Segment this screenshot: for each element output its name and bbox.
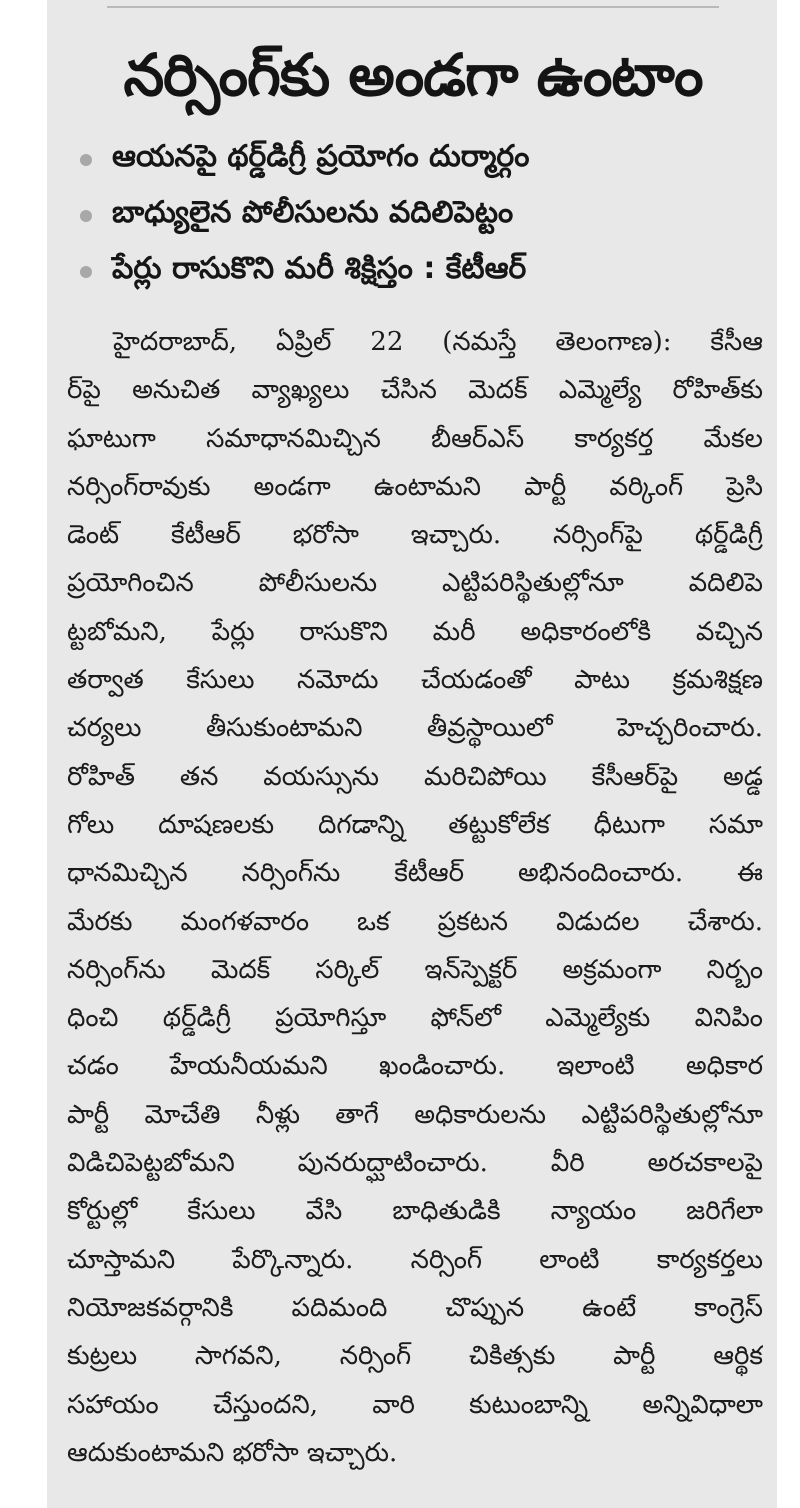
newspaper-clipping (47, 0, 777, 1508)
body-line: తర్వాత కేసులు నమోదు చేయడంతో పాటు క్రమశిక్షణ (67, 665, 763, 696)
body-line: హైదరాబాద్, ఏప్రిల్ 22 (నమస్తే తెలంగాణ): కేసీఆ (113, 327, 763, 357)
body-line: ధించి థర్డ్‌డిగ్రీ ప్రయోగిస్తూ ఫోన్‌లో ఎమ్మెల్యేకు వినిపిం (67, 1003, 763, 1034)
body-line: ధానమిచ్చిన నర్సింగ్‌ను కేటీఆర్ అభినందించారు. ఈ (67, 858, 763, 889)
body-line: కుట్రలు సాగవని, నర్సింగ్ చికిత్సకు పార్టీ ఆర్థిక (67, 1341, 763, 1372)
body-line: ఆదుకుంటామని భరోసా ఇచ్చారు. (67, 1437, 398, 1468)
body-line: ఘాటుగా సమాధానమిచ్చిన బీఆర్‌ఎస్ కార్యకర్త మేకల (67, 423, 763, 454)
headline: నర్సింగ్‌కు అండగా ఉంటాం (123, 41, 703, 109)
body-line: ప్రయోగించిన పోలీసులను ఎట్టిపరిస్థితుల్లోనూ వదిలిపె (67, 568, 763, 599)
subheadline-list (80, 132, 760, 300)
body-line: ట్టబోమని, పేర్లు రాసుకొని మరీ అధికారంలోకి వచ్చిన (67, 616, 763, 647)
bullet-dot-icon (80, 266, 92, 278)
body-line: మేరకు మంగళవారం ఒక ప్రకటన విడుదల చేశారు. (67, 906, 763, 937)
body-line: చూస్తామని పేర్కొన్నారు. నర్సింగ్ లాంటి కార్యకర్తలు (67, 1244, 763, 1275)
bullet-dot-icon (80, 154, 92, 166)
bullet-dot-icon (80, 210, 92, 222)
body-line: చర్యలు తీసుకుంటామని తీవ్రస్థాయిలో హెచ్చరించారు. (67, 713, 763, 744)
body-line: డెంట్ కేటీఆర్ భరోసా ఇచ్చారు. నర్సింగ్‌పై థర్డ్‌డిగ్రీ (67, 520, 763, 551)
subheadline-text: ఆయనపై థర్డ్‌డిగ్రీ ప్రయోగం దుర్మార్గం (112, 139, 530, 174)
top-divider (107, 6, 719, 8)
body-line: కోర్టుల్లో కేసులు వేసి బాధితుడికి న్యాయం జరిగేలా (67, 1196, 763, 1227)
article-body (67, 318, 763, 1477)
body-line: నియోజకవర్గానికి పదిమంది చొప్పున ఉంటే కాంగ్రెస్ (67, 1292, 763, 1323)
body-line: పార్టీ మోచేతి నీళ్లు తాగే అధికారులను ఎట్టిపరిస్థితుల్లోనూ (67, 1099, 763, 1130)
subheadline-item (80, 188, 760, 244)
body-line: రోహిత్ తన వయస్సును మరిచిపోయి కేసీఆర్‌పై అడ్డ (67, 761, 763, 792)
body-line: నర్సింగ్‌రావుకు అండగా ఉంటామని పార్టీ వర్కింగ్ ప్రెసి (67, 471, 763, 502)
subheadline-text: పేర్లు రాసుకొని మరీ శిక్షిస్తం : కేటీఆర్ (112, 251, 527, 286)
body-line: సహాయం చేస్తుందని, వారి కుటుంబాన్ని అన్నివిధాలా (67, 1389, 763, 1420)
body-line: విడిచిపెట్టబోమని పునరుద్ఘాటించారు. వీరి అరచకాలపై (67, 1148, 763, 1179)
body-line: గోలు దూషణలకు దిగడాన్ని తట్టుకోలేక ధీటుగా సమా (67, 809, 763, 840)
body-line: చడం హేయనీయమని ఖండించారు. ఇలాంటి అధికార (67, 1051, 763, 1082)
body-line: ర్‌పై అనుచిత వ్యాఖ్యలు చేసిన మెదక్ ఎమ్మెల్యే రోహిత్‌కు (67, 375, 763, 406)
body-line: నర్సింగ్‌ను మెదక్ సర్కిల్ ఇన్‌స్పెక్టర్ అక్రమంగా నిర్బం (67, 954, 763, 985)
subheadline-text: బాధ్యులైన పోలీసులను వదిలిపెట్టం (112, 195, 514, 230)
subheadline-item (80, 244, 760, 300)
subheadline-item (80, 132, 760, 188)
